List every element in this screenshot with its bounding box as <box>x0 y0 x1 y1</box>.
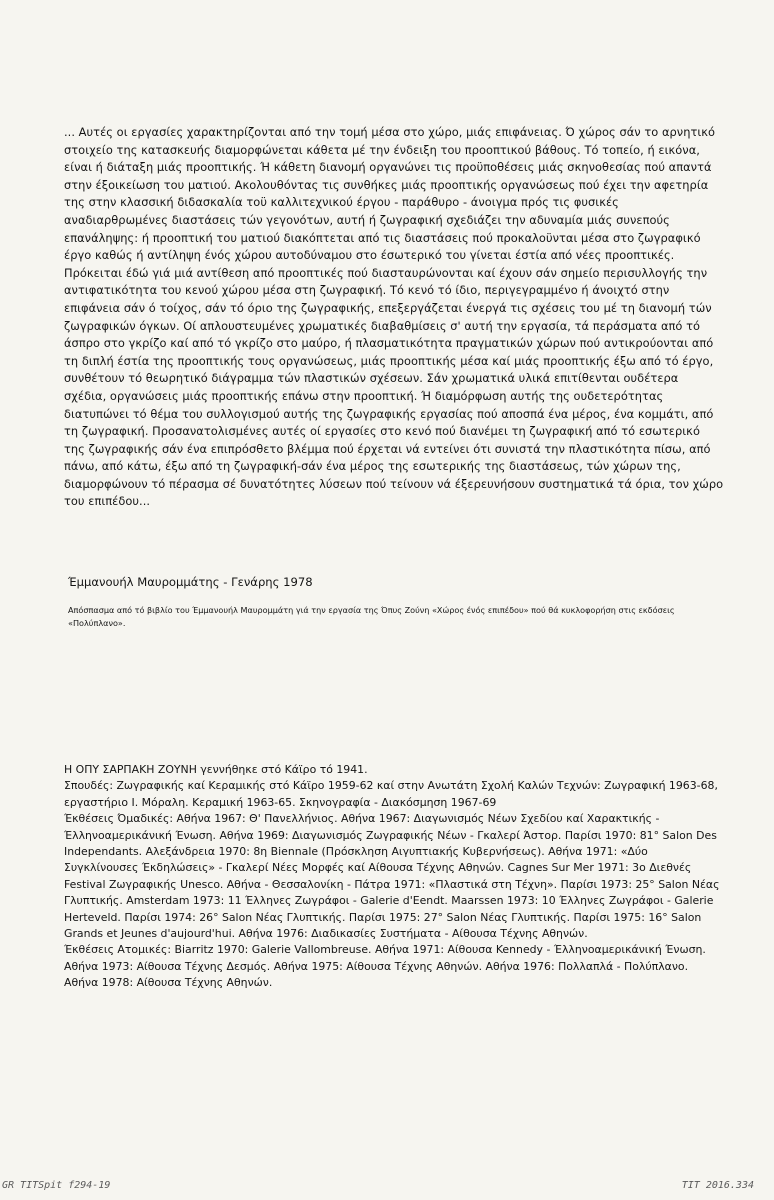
artist-biography <box>64 762 724 992</box>
archive-reference-right: TIT 2016.334 <box>681 1180 754 1191</box>
essay-excerpt <box>64 124 724 511</box>
bio-heading: Η ΟΠΥ ΣΑΡΠΑΚΗ ΖΟΥΝΗ γεννήθηκε στό Κάϊρο τό 1941. <box>64 763 368 776</box>
essay-paragraph: ... Αυτές οι εργασίες χαρακτηρίζονται από την τομή μέσα στο χώρο, μιάς επιφάνειας. Ό χώρος σάν το αρνητικό στοιχείο της κατασκευής διαμορφώνεται κάθετα μέ την ένδειξη του προοπτικού βάθους. Τό τοπείο, ή εικόνα, είναι ή διάταξη μιάς προοπτικής. Ή κάθετη διανομή οργανώνει τις προϋποθέσεις μιάς σκηνοθεσίας πού απαντά στην έξοικείωση του ματιού. Ακολουθόντας τις συνθήκες μιάς προοπτικής οργανώσεως πού έχει την αφετηρία της στην κλασσική διδασκαλία τοϋ καλλιτεχνικού έργου - παράθυρο - άνοιγμα πρός τις φυσικές αναδιαρθρωμένες διαστάσεις τών γεγονότων, αυτή ή ζωγραφική σχεδιάζει την αδυναμία μιάς συνεπούς επανάληψης: ή προοπτική του ματιού διακόπτεται από τις διαστάσεις πού προκαλοϋνται μέσα στο ζωγραφικό έργο καθώς ή αντίληψη ένός χώρου αυτοδύναμου στο έσωτερικό του γίνεται έστία από νέες προοπτικές. Πρόκειται έδώ γιά μιά αντίθεση από προοπτικές πού διασταυρώνονται καί έχουν σάν σημείο περισυλλογής την αντιφατικότητα του κενού χώρου μέσα στη ζωγραφική. Τό κενό τό ίδιο, περιγεγραμμένο ή άνοιχτό στην επιφάνεια σάν ό τοίχος, σάν τό όριο της ζωγραφικής, επεξεργάζεται ένεργά τις σχέσεις του μέ τη διανομή τών ζωγραφικών όγκων. Οί απλουστευμένες χρωματικές διαβαθμίσεις σ' αυτή την εργασία, τά περάσματα από τό άσπρο στο γκρίζο καί από τό γκρίζο στο μαύρο, ή πλασματικότητα πραγματικών χώρων πού αντικρούονται από τη διπλή έστία της προοπτικής τους οργανώσεως, μιάς προοπτικής μέσα καί μιάς προοπτικής έξω από τό έργο, συνθέτουν τό θεωρητικό διάγραμμα τών πλαστικών σχέσεων. Σάν χρωματικά υλικά επιτίθενται ουδέτερα σχέδια, οργανώσεις μιάς προοπτικής επάνω στην προοπτική. Ή διαμόρφωση αυτής της ουδετερότητας διατυπώνει τό θέμα του συλλογισμού αυτής της ζωγραφικής εργασίας πού αποσπά ένα μέρος, ένα κομμάτι, από τη ζωγραφική. Προσανατολισμένες αυτές οί εργασίες στο κενό πού διανέμει τη ζωγραφική από τό εσωτερικό της ζωγραφικής σάν ένα επιπρόσθετο βλέμμα πού έρχεται νά εντείνει ότι συνιστά την πλαστικότητα πίσω, από πάνω, από κάτω, έξω από τη ζωγραφική-σάν ένα μέρος της εσωτερικής της διαστάσεως, τών χώρων της, διαμορφώνουν τό πέρασμα σέ δυνατότητες λύσεων πού τείνουν νά έξερευνήσουν συστηματικά τά όρια, τον χώρο του επιπέδου... <box>64 125 724 509</box>
archive-reference-left: GR TITSpit f294-19 <box>2 1180 111 1191</box>
bio-studies: Σπουδές: Ζωγραφικής καί Κεραμικής στό Κάϊρο 1959-62 καί στην Ανωτάτη Σχολή Καλών Τεχνών: Ζωγραφική 1963-68, εργαστήριο Ι. Μόραλη. Κεραμική 1963-65. Σκηνογραφία - Διακόσμηση 1967-69 <box>64 779 718 809</box>
bio-solo-exhibitions: Έκθέσεις Ατομικές: Biarritz 1970: Galerie Vallombreuse. Αθήνα 1971: Αίθουσα Kennedy - Έλληνοαμερικάνική Ένωση. Αθήνα 1973: Αίθουσα Τέχνης Δεσμός. Αθήνα 1975: Αίθουσα Τέχνης Αθηνών. Αθήνα 1976: Πολλαπλά - Πολύπλανο. Αθήνα 1978: Αίθουσα Τέχνης Αθηνών. <box>64 943 706 990</box>
author-signature: Έμμανουήλ Μαυρομμάτης - Γενάρης 1978 <box>68 575 313 589</box>
source-footnote: Απόσπασμα από τό βιβλίο του Έμμανουήλ Μαυρομμάτη γιά την εργασία της Όπυς Ζούνη «Χώρος ένός επιπέδου» πού θά κυκλοφορήση στις εκδόσεις «Πολύπλανο». <box>68 605 675 628</box>
bio-group-exhibitions: Έκθέσεις Όμαδικές: Αθήνα 1967: Θ' Πανελλήνιος. Αθήνα 1967: Διαγωνισμός Νέων Σχεδίου καί Χαρακτικής - Έλληνοαμερικάνική Ένωση. Αθήνα 1969: Διαγωνισμός Ζωγραφικής Νέων - Γκαλερί Άστορ. Παρίσι 1970: 81° Salon Des Independants. Αλεξάνδρεια 1970: 8η Biennale (Πρόσκληση Αιγυπτιακής Κυβερνήσεως). Αθήνα 1971: «Δύο Συγκλίνουσες Έκδηλώσεις» - Γκαλερί Νέες Μορφές καί Αίθουσα Τέχνης Αθηνών. Cagnes Sur Mer 1971: 3ο Διεθνές Festival Ζωγραφικής Unesco. Αθήνα - Θεσσαλονίκη - Πάτρα 1971: «Πλαστικά στη Τέχνη». Παρίσι 1973: 25° Salon Νέας Γλυπτικής. Amsterdam 1973: 11 Έλληνες Ζωγράφοι - Galerie d'Eendt. Maarssen 1973: 10 Έλληνες Ζωγράφοι - Galerie Herteveld. Παρίσι 1974: 26° Salon Νέας Γλυπτικής. Παρίσι 1975: 27° Salon Νέας Γλυπτικής. Παρίσι 1975: 16° Salon Grands et Jeunes d'aujourd'hui. Αθήνα 1976: Διαδικασίες Συστήματα - Αίθουσα Τέχνης Αθηνών. <box>64 812 720 941</box>
